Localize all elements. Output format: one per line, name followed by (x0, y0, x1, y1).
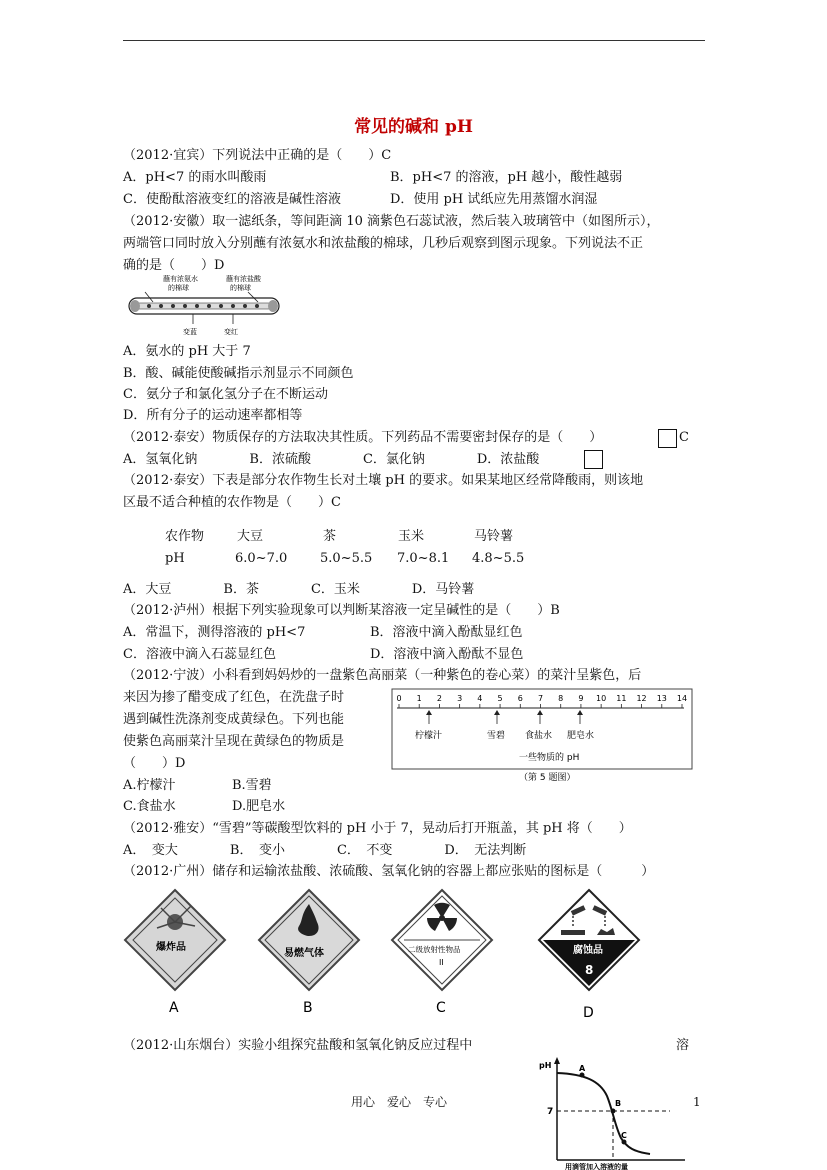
ph-tick-label: 5 (497, 694, 503, 703)
ph-tick-label: 3 (457, 694, 463, 703)
q9-stem: （2012·山东烟台）实验小组探究盐酸和氢氧化钠反应过程中 (123, 1038, 473, 1053)
ph-tick-label: 13 (656, 694, 667, 703)
q6-option-c: C.食盐水 (123, 799, 176, 814)
q2-fig-right-label-1: 蘸有浓盐酸 (226, 275, 261, 283)
q2-option-c: C．氨分子和氯化氢分子在不断运动 (123, 387, 328, 402)
q1-stem: （2012·宜宾）下列说法中正确的是（ ）C (123, 148, 392, 163)
ph-tick-label: 2 (436, 694, 442, 703)
q2-option-a: A．氨水的 pH 大于 7 (123, 344, 251, 359)
q2-stem-line2: 两端管口同时放入分别蘸有浓氨水和浓盐酸的棉球，几秒后观察到图示现象。下列说法不正 (123, 236, 644, 251)
q6-stem-line2: 来因为掺了醋变成了红色，在洗盘子时 (123, 690, 345, 705)
ph-tick-label: 10 (596, 694, 607, 703)
ph-tick-label: 0 (396, 694, 402, 703)
q4-table-row-0: pH (165, 551, 185, 566)
sign-a-text: 爆炸品 (156, 942, 186, 953)
graph-x-label: 用滴管加入溶液的量 (565, 1163, 628, 1170)
q2-fig-left-label-2: 的棉球 (168, 284, 189, 292)
q2-option-d: D．所有分子的运动速率都相等 (123, 408, 303, 423)
q4-options: A．大豆 B．茶 C．玉米 D．马铃薯 (123, 582, 475, 597)
page-title: 常见的碱和 pH (354, 117, 473, 137)
ph-tick-label: 14 (676, 694, 688, 703)
q8-stem: （2012·广州）储存和运输浓盐酸、浓硫酸、氢氧化钠的容器上都应张贴的图标是（ ） (123, 864, 655, 879)
sign-d-letter: D (583, 1005, 594, 1021)
q2-fig-bottom-left: 变蓝 (183, 328, 197, 336)
q4-table-header-3: 玉米 (398, 529, 425, 544)
graph-y-label: pH (539, 1061, 552, 1070)
q4-table-row-4: 4.8~5.5 (472, 551, 525, 566)
q3-answer: C (679, 430, 689, 445)
q5-stem: （2012·泸州）根据下列实验现象可以判断某溶液一定呈碱性的是（ ）B (123, 603, 560, 618)
ph-item-lemon: 柠檬汁 (415, 731, 443, 741)
q7-stem: （2012·雅安）“雪碧”等碳酸型饮料的 pH 小于 7，晃动后打开瓶盖，其 pH 将（ ） (123, 821, 632, 836)
q7-options: A． 变大 B． 变小 C． 不变 D． 无法判断 (123, 843, 527, 858)
sign-c-radioactive (392, 890, 492, 1016)
ph-fig-caption: 一些物质的 pH (519, 753, 580, 763)
q3-answer-box (658, 429, 677, 448)
q9-stem-tail: 溶 (676, 1038, 690, 1053)
ph-tick-label: 4 (477, 694, 483, 703)
q6-stem-line5: （ ）D (123, 756, 186, 771)
q2-fig-left-label-1: 蘸有浓氨水 (163, 275, 198, 283)
graph-point-a: A (579, 1064, 586, 1073)
q4-table-header-2: 茶 (323, 529, 337, 544)
q6-option-b: B.雪碧 (232, 778, 272, 793)
q1-option-a: A．pH<7 的雨水叫酸雨 (123, 170, 267, 185)
ph-item-soapwater: 肥皂水 (567, 731, 595, 741)
sign-a-explosive (125, 890, 225, 1016)
q4-table-row-1: 6.0~7.0 (235, 551, 288, 566)
ph-tick-label: 1 (416, 694, 422, 703)
ph-ticks (396, 694, 687, 708)
ph-tick-label: 12 (636, 694, 647, 703)
ph-fig-number: （第 5 题图） (519, 773, 576, 783)
graph-seven-label: 7 (547, 1107, 554, 1117)
q6-ph-scale-figure (379, 688, 695, 784)
q2-fig-bottom-right: 变红 (224, 328, 238, 336)
ph-tick-label: 8 (558, 694, 564, 703)
sign-c-letter: C (436, 1000, 446, 1016)
q2-stem-line3: 确的是（ ）D (123, 258, 225, 273)
q6-stem-line4: 使紫色高丽菜汁呈现在黄绿色的物质是 (123, 734, 345, 749)
ph-tick-label: 6 (517, 694, 523, 703)
q6-stem-line3: 遇到碱性洗涤剂变成黄绿色。下列也能 (123, 712, 345, 727)
sign-c-sub: II (439, 958, 444, 967)
sign-b-flammable-gas (259, 890, 359, 1016)
q4-stem-line2: 区最不适合种植的农作物是（ ）C (123, 495, 341, 510)
ph-item-sprite: 雪碧 (487, 731, 506, 741)
graph-point-c: C (621, 1131, 627, 1140)
q5-option-d: D．溶液中滴入酚酞不显色 (370, 647, 524, 662)
q4-table-row-3: 7.0~8.1 (397, 551, 450, 566)
q9-titration-graph (535, 1056, 690, 1170)
q3-options: A．氢氧化钠 B．浓硫酸 C．氯化钠 D．浓盐酸 (123, 452, 540, 467)
q4-table-header-1: 大豆 (237, 529, 264, 544)
q5-option-b: B．溶液中滴入酚酞显红色 (370, 625, 523, 640)
q1-option-c: C．使酚酞溶液变红的溶液是碱性溶液 (123, 192, 341, 207)
q2-stem-line1: （2012·安徽）取一滤纸条，等间距滴 10 滴紫色石蕊试液，然后装入玻璃管中（如图所示）， (123, 214, 660, 229)
q2-tube-figure (123, 272, 283, 338)
q3-stem: （2012·泰安）物质保存的方法取决其性质。下列药品不需要密封保存的是（ ） (123, 430, 603, 445)
q4-stem-line1: （2012·泰安）下表是部分农作物生长对土壤 pH 的要求。如果某地区经常降酸雨，则该地 (123, 473, 644, 488)
ph-item-saltwater: 食盐水 (525, 731, 553, 741)
sign-d-corrosive (539, 890, 639, 1021)
q5-option-a: A．常温下，测得溶液的 pH<7 (123, 625, 306, 640)
q8-hazard-signs (123, 880, 703, 1025)
ph-tick-label: 11 (616, 694, 627, 703)
q6-option-d: D.肥皂水 (232, 799, 286, 814)
ph-tick-label: 9 (578, 694, 584, 703)
q4-table-header-0: 农作物 (165, 529, 205, 544)
sign-d-sub: 8 (585, 963, 594, 977)
page-footer: 用心 爱心 专心 (351, 1095, 448, 1109)
q6-stem-line1: （2012·宁波）小科看到妈妈炒的一盘紫色高丽菜（一种紫色的卷心菜）的菜汁呈紫色，后 (123, 668, 642, 683)
graph-point-b: B (615, 1099, 622, 1108)
sign-a-letter: A (169, 1000, 179, 1016)
q6-option-a: A.柠檬汁 (123, 778, 176, 793)
sign-b-letter: B (303, 1000, 313, 1016)
sign-d-text: 腐蚀品 (573, 945, 603, 956)
q5-option-c: C．溶液中滴入石蕊显红色 (123, 647, 276, 662)
header-rule (123, 40, 705, 41)
ph-tick-label: 7 (537, 694, 544, 703)
q4-table-row-2: 5.0~5.5 (320, 551, 373, 566)
q4-table-header-4: 马铃薯 (474, 529, 514, 544)
page-number: 1 (693, 1095, 701, 1109)
sign-c-text: 二级放射性物品 (408, 945, 461, 954)
sign-b-text: 易燃气体 (284, 948, 324, 959)
q2-fig-right-label-2: 的棉球 (230, 284, 251, 292)
q2-option-b: B．酸、碱能使酸碱指示剂显示不同颜色 (123, 366, 354, 381)
q3-blank-box (584, 450, 603, 469)
q1-option-b: B．pH<7 的溶液，pH 越小，酸性越弱 (390, 170, 623, 185)
q1-option-d: D．使用 pH 试纸应先用蒸馏水润湿 (390, 192, 598, 207)
